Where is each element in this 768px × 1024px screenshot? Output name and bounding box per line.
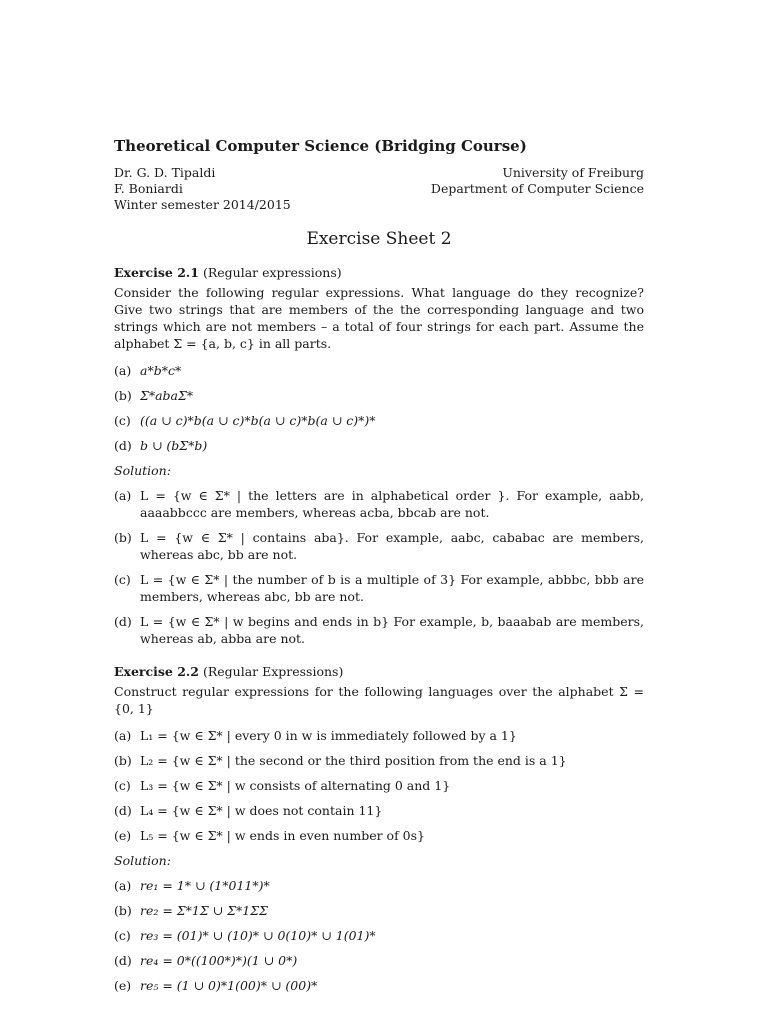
assistant-name: F. Boniardi [114, 181, 183, 196]
solution-item [114, 902, 644, 919]
item-label: (c) [114, 928, 131, 943]
item-label: (b) [114, 388, 132, 403]
item-text: L₅ = {w ∈ Σ* | w ends in even number of 0s} [140, 828, 425, 843]
list-item [114, 802, 644, 819]
solution-item [114, 613, 644, 647]
item-text: a*b*c* [140, 363, 182, 378]
solution-item [114, 952, 644, 969]
list-item [114, 727, 644, 744]
exercise-number: Exercise 2.2 [114, 664, 199, 679]
item-label: (c) [114, 413, 131, 428]
item-text: re₂ = Σ*1Σ ∪ Σ*1ΣΣ [140, 903, 268, 918]
list-item [114, 437, 644, 454]
item-text: L = {w ∈ Σ* | the letters are in alphabetical order }. For example, aabb, aaaabbccc are members, whereas acba, bbcab are not. [140, 488, 644, 520]
department-name: Department of Computer Science [430, 181, 644, 196]
list-item [114, 387, 644, 404]
solution-label: Solution: [114, 853, 171, 868]
item-text: re₃ = (01)* ∪ (10)* ∪ 0(10)* ∪ 1(01)* [140, 928, 376, 943]
document-page [114, 138, 644, 1002]
solution-item [114, 977, 644, 994]
item-text: b ∪ (bΣ*b) [140, 438, 208, 453]
item-label: (c) [114, 572, 131, 587]
exercise-number: Exercise 2.1 [114, 265, 199, 280]
item-label: (d) [114, 438, 132, 453]
instructor-name: Dr. G. D. Tipaldi [114, 165, 216, 180]
item-text: ((a ∪ c)*b(a ∪ c)*b(a ∪ c)*b(a ∪ c)*)* [140, 413, 376, 428]
item-text: L₃ = {w ∈ Σ* | w consists of alternating 0 and 1} [140, 778, 451, 793]
header-block [114, 165, 644, 213]
header-left [114, 165, 291, 213]
list-item [114, 362, 644, 379]
item-label: (b) [114, 530, 132, 545]
item-text: re₄ = 0*((100*)*)(1 ∪ 0*) [140, 953, 298, 968]
item-text: L = {w ∈ Σ* | contains aba}. For example, aabc, cababac are members, whereas abc, bb are not. [140, 530, 644, 562]
item-text: L₄ = {w ∈ Σ* | w does not contain 11} [140, 803, 383, 818]
item-text: L₁ = {w ∈ Σ* | every 0 in w is immediately followed by a 1} [140, 728, 517, 743]
item-label: (a) [114, 363, 132, 378]
item-label: (b) [114, 903, 132, 918]
item-label: (a) [114, 728, 132, 743]
exercise-heading [114, 663, 644, 680]
item-text: L = {w ∈ Σ* | w begins and ends in b} For example, b, baaabab are members, whereas ab, abba are not. [140, 614, 644, 646]
solution-item [114, 487, 644, 521]
item-text: re₁ = 1* ∪ (1*011*)* [140, 878, 270, 893]
solution-item [114, 529, 644, 563]
item-label: (b) [114, 753, 132, 768]
sheet-title: Exercise Sheet 2 [306, 229, 452, 249]
list-item [114, 752, 644, 769]
item-label: (d) [114, 803, 132, 818]
solution-item [114, 927, 644, 944]
item-label: (e) [114, 978, 132, 993]
list-item [114, 777, 644, 794]
list-item [114, 827, 644, 844]
item-label: (d) [114, 953, 132, 968]
exercise-intro: Consider the following regular expressions. What language do they recognize? Give two strings that are members of the the corresponding language and two strings which are not members – a total of four strings for each part. Assume the alphabet Σ = {a, b, c} in all parts. [114, 285, 644, 351]
item-label: (d) [114, 614, 132, 629]
item-text: L = {w ∈ Σ* | the number of b is a multiple of 3} For example, abbbc, bbb are members, whereas abc, bb are not. [140, 572, 644, 604]
exercise-topic: (Regular expressions) [202, 265, 342, 280]
solution-label: Solution: [114, 463, 171, 478]
header-right [431, 165, 644, 213]
list-item [114, 412, 644, 429]
item-text: Σ*abaΣ* [140, 388, 194, 403]
item-text: re₅ = (1 ∪ 0)*1(00)* ∪ (00)* [140, 978, 318, 993]
university-name: University of Freiburg [502, 165, 644, 180]
exercise-heading [114, 264, 644, 281]
exercise-intro: Construct regular expressions for the following languages over the alphabet Σ = {0, 1} [114, 684, 644, 716]
course-title: Theoretical Computer Science (Bridging Course) [114, 137, 527, 155]
item-text: L₂ = {w ∈ Σ* | the second or the third position from the end is a 1} [140, 753, 567, 768]
exercise-topic: (Regular Expressions) [202, 664, 344, 679]
item-label: (e) [114, 828, 132, 843]
semester: Winter semester 2014/2015 [114, 197, 291, 212]
item-label: (a) [114, 878, 132, 893]
solution-item [114, 877, 644, 894]
solution-item [114, 571, 644, 605]
item-label: (a) [114, 488, 132, 503]
item-label: (c) [114, 778, 131, 793]
